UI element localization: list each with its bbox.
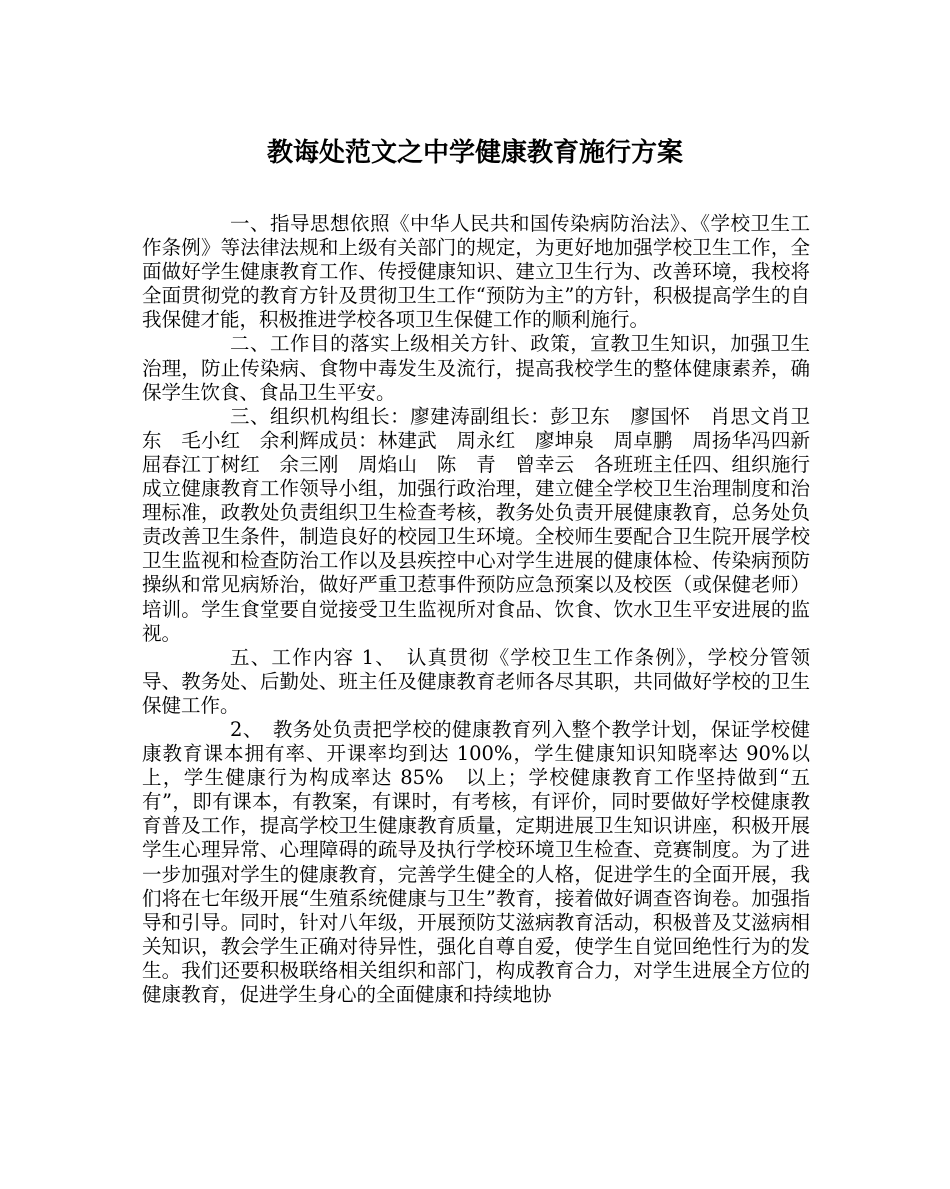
document-title: 教诲处范文之中学健康教育施行方案 xyxy=(266,138,683,168)
paragraph-work-content-2: 2、 教务处负责把学校的健康教育列入整个教学计划，保证学校健康教育课本拥有率、开课率均到达 100%，学生健康知识知晓率达 90%以上，学生健康行为构成率达 85% 以上；学校健康教育工作坚持做到“五有”，即有课本，有教案，有课时，有考核，有评价，同时要做好学校健康教育普及工作，提高学校卫生健康教育质量，定期进展卫生知识讲座，积极开展学生心理异常、心理障碍的疏导及执行学校环境卫生检查、竞赛制度。为了进一步加强对学生的健康教育，完善学生健全的人格，促进学生的全面开展，我们将在七年级开展“生殖系统健康与卫生”教育，接着做好调查咨询卷。加强指导和引导。同时，针对八年级，开展预防艾滋病教育活动，积极普及艾滋病相关知识，教会学生正确对待异性，强化自尊自爱，使学生自觉回绝性行为的发生。我们还要积极联络相关组织和部门，构成教育合力，对学生进展全方位的健康教育，促进学生身心的全面健康和持续地协 xyxy=(142,717,810,1006)
paragraph-work-goals: 二、工作目的落实上级相关方针、政策，宣教卫生知识，加强卫生治理，防止传染病、食物中毒发生及流行，提高我校学生的整体健康素养，确保学生饮食、食品卫生平安。 xyxy=(142,332,810,404)
document-body xyxy=(142,212,830,1007)
paragraph-guiding-ideology: 一、指导思想依照《中华人民共和国传染病防治法》、《学校卫生工作条例》等法律法规和上级有关部门的规定，为更好地加强学校卫生工作，全面做好学生健康教育工作、传授健康知识、建立卫生行为、改善环境，我校将全面贯彻党的教育方针及贯彻卫生工作“预防为主”的方针，积极提高学生的自我保健才能，积极推进学校各项卫生保健工作的顺利施行。 xyxy=(142,212,810,332)
paragraph-work-content-1: 五、工作内容 1、 认真贯彻《学校卫生工作条例》，学校分管领导、教务处、后勤处、班主任及健康教育老师各尽其职，共同做好学校的卫生保健工作。 xyxy=(142,645,810,717)
paragraph-organization: 三、组织机构组长：廖建涛副组长：彭卫东 廖国怀 肖思文肖卫东 毛小红 余利辉成员：林建武 周永红 廖坤泉 周卓鹏 周扬华冯四新 屈春江丁树红 余三刚 周焰山 陈 青 曾幸云 各班班主任四、组织施行成立健康教育工作领导小组，加强行政治理，建立健全学校卫生治理制度和治理标准，政教处负责组织卫生检查考核，教务处负责开展健康教育，总务处负责改善卫生条件，制造良好的校园卫生环境。全校师生要配合卫生院开展学校卫生监视和检查防治工作以及县疾控中心对学生进展的健康体检、传染病预防操纵和常见病矫治，做好严重卫惹事件预防应急预案以及校医（或保健老师）培训。学生食堂要自觉接受卫生监视所对食品、饮食、饮水卫生平安进展的监视。 xyxy=(142,404,830,645)
